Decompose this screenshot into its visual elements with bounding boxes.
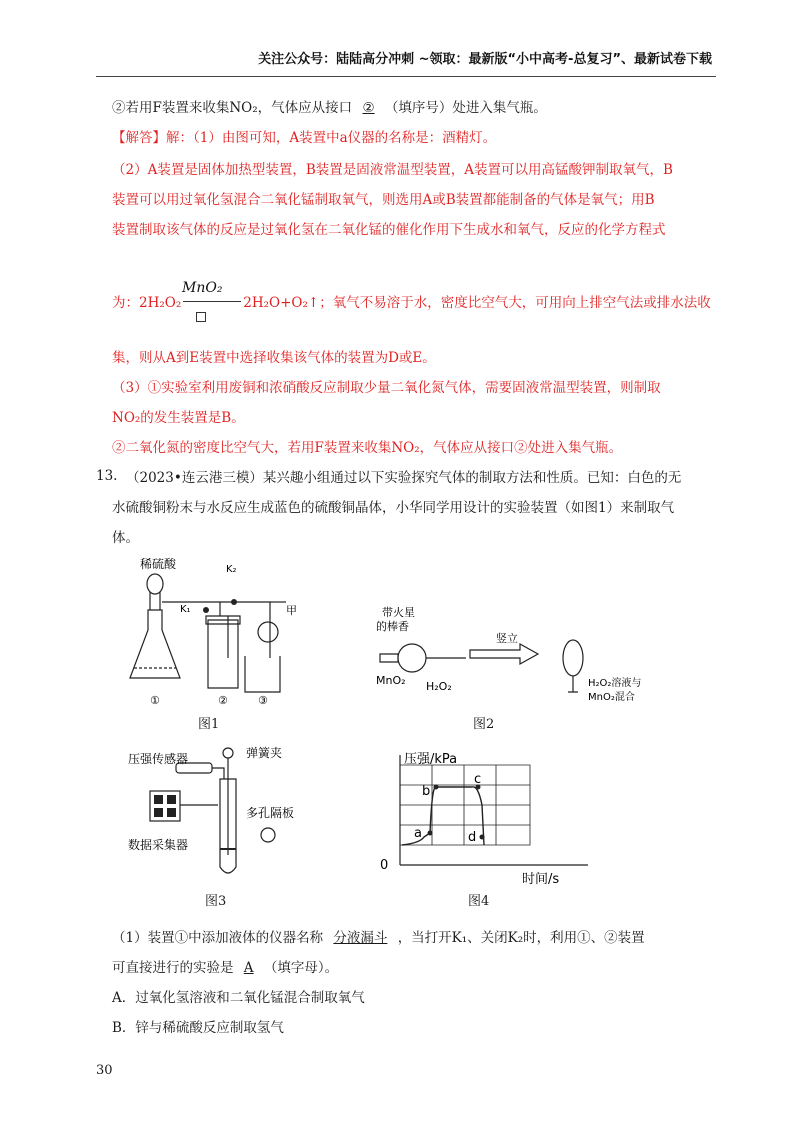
fig4-point-b: b — [422, 784, 431, 799]
fig2-upright-label: 竖立 — [496, 632, 518, 645]
figure-1-apparatus — [110, 558, 310, 708]
catalyst-label: MnO₂ — [182, 280, 223, 296]
q12-part2-tail: （填序号）处进入集气瓶。 — [384, 100, 547, 116]
q13-sub1-line1 — [112, 928, 645, 948]
reaction-arrow — [183, 301, 241, 302]
q13-sub1-answer-blank: 分液漏斗 — [333, 930, 388, 946]
answer-tag: 【解答】 — [112, 130, 166, 146]
q12-part2-answer-blank: ② — [362, 100, 375, 116]
figure-3-caption: 图3 — [205, 894, 227, 909]
fig1-k1-label: K₁ — [180, 604, 191, 615]
upright-tube — [563, 640, 583, 676]
q13-sub1-text-c: 可直接进行的实验是 — [112, 960, 234, 976]
equation-right: 2H₂O+O₂↑；氧气不易溶于水，密度比空气大，可用向上排空气法或排水法收 — [243, 295, 711, 311]
k2-clamp — [231, 599, 237, 605]
fig2-mix-label-2: MnO₂混合 — [588, 692, 635, 703]
q13-sub1-answer-blank-2: A — [243, 960, 254, 976]
q13-option-a: A．过氧化氢溶液和二氧化锰混合制取氧气 — [112, 990, 365, 1006]
q13-sub1-text-b: ，当打开K₁、关闭K₂时，利用①、②装置 — [397, 930, 645, 946]
q13-option-b: B．锌与稀硫酸反应制取氢气 — [112, 1020, 284, 1036]
fig1-label-3: ③ — [258, 694, 268, 707]
q13-stem-2: 水硫酸铜粉末与水反应生成蓝色的硫酸铜晶体，小华同学用设计的实验装置（如图1）来制取气 — [112, 500, 675, 516]
fig4-point-d: d — [468, 830, 477, 845]
condition-box — [196, 312, 206, 322]
answer-part1: 解：（1）由图可知，A装置中a仪器的名称是：酒精灯。 — [166, 130, 497, 146]
fig2-splint-label-2: 的棒香 — [376, 620, 409, 633]
figure-4-graph — [372, 745, 602, 887]
bottle-2 — [208, 620, 238, 688]
figure-1-caption: 图1 — [198, 717, 220, 732]
figure-4-caption: 图4 — [468, 894, 490, 909]
k1-clamp — [203, 607, 209, 613]
fig4-origin: 0 — [380, 858, 389, 873]
fig1-acid-label: 稀硫酸 — [140, 558, 177, 571]
fig1-label-2: ② — [218, 694, 228, 707]
test-tube-bulb — [398, 644, 426, 672]
fig3-clip-label: 弹簧夹 — [246, 746, 283, 760]
answer-line-2a: （2）A装置是固体加热型装置，B装置是固液常温型装置，A装置可以用高锰酸钾制取氧气，B — [112, 162, 673, 178]
answer-line-2d: 集，则从A到E装置中选择收集该气体的装置为D或E。 — [112, 350, 436, 366]
figure-2-caption: 图2 — [473, 717, 495, 732]
arrow-shape — [470, 644, 538, 664]
figure-3-apparatus — [128, 745, 328, 885]
q13-stem-3: 体。 — [112, 530, 139, 546]
flask-jia — [258, 622, 278, 642]
funnel-stem — [150, 592, 160, 610]
q12-part2-question: ②若用F装置来收集NO₂，气体应从接口 — [112, 100, 353, 116]
fig4-ylabel: 压强/kPa — [404, 752, 458, 767]
funnel-top — [223, 748, 233, 758]
answer-line-3c: ②二氧化氮的密度比空气大，若用F装置来收集NO₂，气体应从接口②处进入集气瓶。 — [112, 440, 623, 456]
fig1-jia-label: 甲 — [286, 604, 297, 617]
q13-stem-1: （2023•连云港三模）某兴趣小组通过以下实验探究气体的制取方法和性质。已知：白色的无 — [126, 470, 682, 486]
answer-line-2c: 装置制取该气体的反应是过氧化氢在二氧化锰的催化作用下生成水和氧气，反应的化学方程式 — [112, 222, 666, 238]
answer-line-3b: NO₂的发生装置是B。 — [112, 410, 245, 426]
fig4-point-a: a — [414, 826, 422, 841]
answer-line-2b: 装置可以用过氧化氢混合二氧化锰制取氧气，则选用A或B装置都能制备的气体是氧气；用B — [112, 192, 655, 208]
fig2-mix-label-1: H₂O₂溶液与 — [588, 678, 642, 689]
fig4-xlabel: 时间/s — [522, 872, 560, 887]
figure-2-apparatus — [370, 600, 670, 710]
fig3-collector-label: 数据采集器 — [128, 838, 189, 852]
fig2-h2o2-label: H₂O₂ — [426, 680, 452, 693]
beaker-3 — [245, 656, 280, 692]
fig1-label-1: ① — [150, 694, 160, 707]
q12-part2-line — [112, 98, 547, 118]
q13-sub1-text-a: （1）装置①中添加液体的仪器名称 — [112, 930, 324, 946]
page-header: 关注公众号：陆陆高分冲刺 ~领取：最新版“小中高考-总复习”、最新试卷下载 — [258, 52, 712, 67]
q13-sub1-text-d: （填字母）。 — [263, 960, 339, 976]
equation-line — [112, 293, 711, 313]
fig1-k2-label: K₂ — [226, 564, 237, 575]
fig4-point-c: c — [474, 772, 482, 787]
separatory-funnel — [147, 574, 163, 594]
fig3-sensor-label: 压强传感器 — [128, 752, 189, 766]
q13-sub1-line2 — [112, 958, 338, 978]
question-13-number: 13. — [96, 468, 118, 484]
porous-plate-detail — [261, 828, 275, 842]
answer-line-1 — [112, 128, 496, 148]
fig2-mno2-label: MnO₂ — [376, 674, 406, 687]
fig2-splint-label: 带火星 — [382, 606, 415, 619]
equation-left: 为：2H₂O₂ — [112, 295, 182, 311]
answer-line-3a: （3）①实验室利用废铜和浓硝酸反应制取少量二氧化氮气体，需要固液常温型装置，则制取 — [112, 380, 661, 396]
fig3-plate-label: 多孔隔板 — [246, 806, 295, 820]
page-number: 30 — [96, 1063, 113, 1078]
header-rule — [96, 76, 716, 77]
